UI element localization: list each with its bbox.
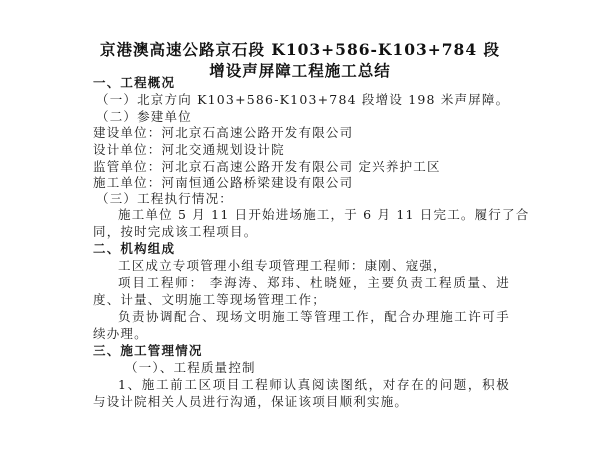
- execution-paragraph-line1: 施工单位 5 月 11 日开始进场施工，于 6 月 11 日完工。履行了合: [118, 207, 530, 222]
- unit-construction-owner: 建设单位：河北京石高速公路开发有限公司: [93, 125, 354, 140]
- unit-contractor: 施工单位：河南恒通公路桥梁建设有限公司: [93, 175, 354, 190]
- section-heading-overview: 一、工程概况: [93, 75, 176, 90]
- unit-supervision: 监管单位：河北京石高速公路开发有限公司 定兴养护工区: [93, 159, 441, 174]
- quality-paragraph-line1: 1、施工前工区项目工程师认真阅读图纸，对存在的问题，积极: [118, 377, 510, 392]
- organization-paragraph-2-line2: 度、计量、文明施工等现场管理工作；: [93, 292, 326, 307]
- unit-design: 设计单位：河北交通规划设计院: [93, 142, 285, 157]
- management-subheading-quality: （一）、工程质量控制: [125, 360, 256, 375]
- organization-paragraph-2-line1: 项目工程师： 李海涛、郑玮、杜晓娅，主要负责工程质量、进: [118, 275, 510, 290]
- overview-item-2: （二）参建单位: [96, 109, 192, 124]
- quality-paragraph-line2: 与设计院相关人员进行沟通，保证该项目顺利实施。: [93, 394, 409, 409]
- overview-item-3: （三）工程执行情况：: [96, 191, 234, 206]
- section-heading-organization: 二、机构组成: [93, 241, 176, 256]
- organization-paragraph-1: 工区成立专项管理小组专项管理工程师：康刚、寇强，: [118, 258, 447, 273]
- overview-item-1: （一）北京方向 K103+586-K103+784 段增设 198 米声屏障。: [96, 92, 510, 107]
- document-title-line1: 京港澳高速公路京石段 K103+586-K103+784 段: [99, 40, 501, 59]
- execution-paragraph-line2: 同，按时完成该工程项目。: [93, 224, 258, 239]
- organization-paragraph-3-line1: 负责协调配合、现场文明施工等管理工作，配合办理施工许可手: [118, 309, 510, 324]
- document-title-line2: 增设声屏障工程施工总结: [209, 61, 391, 80]
- organization-paragraph-3-line2: 续办理。: [93, 326, 148, 341]
- section-heading-management: 三、施工管理情况: [93, 343, 203, 358]
